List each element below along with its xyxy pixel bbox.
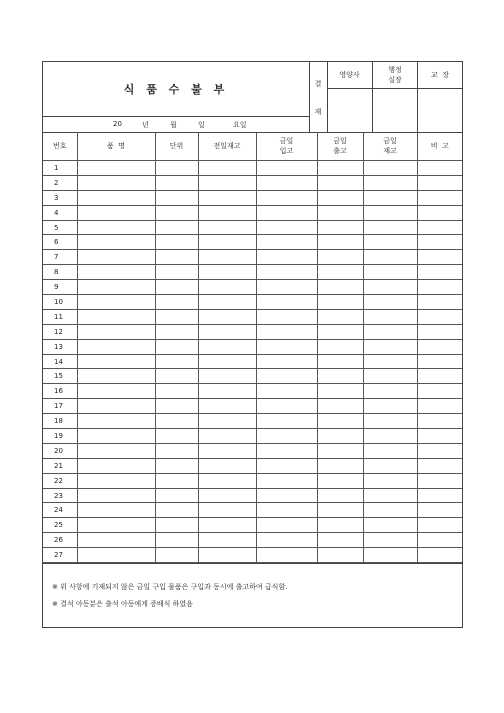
table-cell bbox=[155, 161, 198, 176]
table-cell bbox=[198, 235, 256, 250]
table-row bbox=[43, 414, 462, 429]
table-cell bbox=[256, 369, 317, 384]
table-cell bbox=[77, 533, 155, 548]
table-row bbox=[43, 309, 462, 324]
table-cell bbox=[77, 280, 155, 295]
table-cell bbox=[317, 250, 363, 265]
table-row bbox=[43, 280, 462, 295]
table-cell bbox=[363, 161, 417, 176]
table-cell bbox=[256, 161, 317, 176]
table-cell bbox=[317, 175, 363, 190]
table-cell bbox=[198, 309, 256, 324]
row-number: 3 bbox=[43, 190, 77, 205]
row-number: 24 bbox=[43, 503, 77, 518]
table-cell bbox=[363, 309, 417, 324]
table-cell bbox=[317, 324, 363, 339]
table-cell bbox=[155, 295, 198, 310]
food-ledger-form bbox=[42, 61, 463, 628]
table-cell bbox=[256, 458, 317, 473]
table-row bbox=[43, 458, 462, 473]
table-cell bbox=[77, 190, 155, 205]
row-number: 16 bbox=[43, 384, 77, 399]
table-row bbox=[43, 518, 462, 533]
table-cell bbox=[198, 429, 256, 444]
table-cell bbox=[198, 295, 256, 310]
table-cell bbox=[317, 458, 363, 473]
table-cell bbox=[417, 235, 462, 250]
table-cell bbox=[317, 309, 363, 324]
table-cell bbox=[317, 429, 363, 444]
table-cell bbox=[363, 458, 417, 473]
table-cell bbox=[256, 518, 317, 533]
table-cell bbox=[256, 250, 317, 265]
table-cell bbox=[198, 458, 256, 473]
table-cell bbox=[256, 324, 317, 339]
table-cell bbox=[317, 473, 363, 488]
date-year-prefix: 20 bbox=[113, 120, 122, 128]
table-cell bbox=[363, 443, 417, 458]
table-cell bbox=[417, 190, 462, 205]
table-cell bbox=[363, 339, 417, 354]
table-row bbox=[43, 473, 462, 488]
table-cell bbox=[155, 309, 198, 324]
table-row bbox=[43, 235, 462, 250]
row-number: 4 bbox=[43, 205, 77, 220]
table-cell bbox=[155, 399, 198, 414]
header-today-in: 금일 입고 bbox=[256, 132, 317, 161]
table-cell bbox=[77, 354, 155, 369]
approval-principal bbox=[418, 62, 462, 132]
table-cell bbox=[317, 265, 363, 280]
table-cell bbox=[77, 473, 155, 488]
table-cell bbox=[256, 548, 317, 563]
table-row bbox=[43, 384, 462, 399]
table-cell bbox=[77, 414, 155, 429]
table-cell bbox=[198, 503, 256, 518]
table-cell bbox=[198, 443, 256, 458]
table-cell bbox=[317, 161, 363, 176]
table-row bbox=[43, 161, 462, 176]
table-cell bbox=[417, 443, 462, 458]
table-cell bbox=[363, 354, 417, 369]
table-row bbox=[43, 429, 462, 444]
table-cell bbox=[417, 429, 462, 444]
table-cell bbox=[155, 250, 198, 265]
table-cell bbox=[363, 503, 417, 518]
approval-principal-label: 교 장 bbox=[418, 62, 462, 89]
date-day-label: 일 bbox=[198, 121, 205, 129]
table-cell bbox=[256, 190, 317, 205]
table-row bbox=[43, 548, 462, 563]
table-row bbox=[43, 205, 462, 220]
table-cell bbox=[363, 265, 417, 280]
approval-admin-label: 행정 실장 bbox=[373, 62, 417, 89]
form-title: 식 품 수 불 부 bbox=[123, 83, 229, 96]
table-cell bbox=[256, 414, 317, 429]
table-cell bbox=[363, 235, 417, 250]
table-row bbox=[43, 354, 462, 369]
row-number: 14 bbox=[43, 354, 77, 369]
table-row bbox=[43, 295, 462, 310]
table-cell bbox=[198, 384, 256, 399]
table-cell bbox=[363, 205, 417, 220]
table-cell bbox=[363, 295, 417, 310]
table-cell bbox=[77, 488, 155, 503]
table-cell bbox=[155, 175, 198, 190]
table-cell bbox=[256, 339, 317, 354]
table-cell bbox=[363, 250, 417, 265]
table-cell bbox=[155, 443, 198, 458]
table-cell bbox=[77, 503, 155, 518]
table-cell bbox=[77, 324, 155, 339]
approval-side-top: 결 bbox=[314, 80, 322, 88]
table-cell bbox=[417, 548, 462, 563]
table-cell bbox=[198, 473, 256, 488]
row-number: 13 bbox=[43, 339, 77, 354]
table-row bbox=[43, 220, 462, 235]
row-number: 17 bbox=[43, 399, 77, 414]
approval-nutritionist-label: 영양사 bbox=[327, 62, 372, 89]
table-cell bbox=[198, 518, 256, 533]
row-number: 26 bbox=[43, 533, 77, 548]
table-cell bbox=[155, 429, 198, 444]
table-cell bbox=[363, 488, 417, 503]
table-cell bbox=[317, 503, 363, 518]
date-month-label: 월 bbox=[170, 121, 177, 129]
title-divider bbox=[43, 116, 309, 117]
table-cell bbox=[417, 295, 462, 310]
notes-section bbox=[43, 563, 462, 608]
table-cell bbox=[317, 354, 363, 369]
table-cell bbox=[155, 384, 198, 399]
table-row bbox=[43, 443, 462, 458]
table-cell bbox=[77, 250, 155, 265]
table-cell bbox=[198, 265, 256, 280]
approval-admin-manager bbox=[373, 62, 418, 132]
table-cell bbox=[155, 518, 198, 533]
table-cell bbox=[417, 414, 462, 429]
table-cell bbox=[317, 384, 363, 399]
table-cell bbox=[363, 175, 417, 190]
table-row bbox=[43, 190, 462, 205]
table-cell bbox=[256, 220, 317, 235]
table-cell bbox=[363, 533, 417, 548]
row-number: 12 bbox=[43, 324, 77, 339]
table-cell bbox=[155, 533, 198, 548]
table-cell bbox=[363, 190, 417, 205]
table-cell bbox=[256, 280, 317, 295]
table-cell bbox=[417, 458, 462, 473]
ledger-table bbox=[43, 132, 462, 563]
table-cell bbox=[198, 250, 256, 265]
title-box bbox=[43, 62, 310, 132]
table-cell bbox=[417, 309, 462, 324]
row-number: 19 bbox=[43, 429, 77, 444]
table-cell bbox=[363, 384, 417, 399]
row-number: 9 bbox=[43, 280, 77, 295]
row-number: 2 bbox=[43, 175, 77, 190]
table-cell bbox=[317, 518, 363, 533]
table-header-row bbox=[43, 132, 462, 161]
header-item-name: 품 명 bbox=[77, 132, 155, 161]
table-cell bbox=[155, 473, 198, 488]
date-year-label: 년 bbox=[142, 121, 149, 129]
row-number: 1 bbox=[43, 161, 77, 176]
table-cell bbox=[77, 161, 155, 176]
table-cell bbox=[77, 518, 155, 533]
table-cell bbox=[256, 295, 317, 310]
table-cell bbox=[77, 369, 155, 384]
table-cell bbox=[155, 488, 198, 503]
approval-side-label bbox=[309, 62, 328, 132]
table-cell bbox=[363, 473, 417, 488]
table-cell bbox=[317, 190, 363, 205]
date-weekday-label: 요일 bbox=[233, 121, 247, 129]
table-cell bbox=[317, 220, 363, 235]
table-cell bbox=[256, 443, 317, 458]
table-cell bbox=[417, 324, 462, 339]
table-row bbox=[43, 399, 462, 414]
table-cell bbox=[155, 354, 198, 369]
row-number: 21 bbox=[43, 458, 77, 473]
table-cell bbox=[155, 235, 198, 250]
table-cell bbox=[198, 324, 256, 339]
row-number: 10 bbox=[43, 295, 77, 310]
table-cell bbox=[363, 548, 417, 563]
table-cell bbox=[317, 443, 363, 458]
table-row bbox=[43, 503, 462, 518]
table-cell bbox=[198, 354, 256, 369]
table-cell bbox=[77, 175, 155, 190]
table-cell bbox=[77, 443, 155, 458]
table-cell bbox=[155, 190, 198, 205]
row-number: 7 bbox=[43, 250, 77, 265]
table-row bbox=[43, 324, 462, 339]
row-number: 18 bbox=[43, 414, 77, 429]
table-cell bbox=[198, 205, 256, 220]
header-number: 번호 bbox=[43, 132, 77, 161]
table-cell bbox=[198, 220, 256, 235]
table-cell bbox=[155, 414, 198, 429]
table-cell bbox=[77, 309, 155, 324]
table-cell bbox=[417, 280, 462, 295]
table-cell bbox=[198, 414, 256, 429]
table-cell bbox=[155, 220, 198, 235]
table-cell bbox=[256, 354, 317, 369]
table-row bbox=[43, 250, 462, 265]
table-cell bbox=[155, 458, 198, 473]
table-cell bbox=[256, 488, 317, 503]
header-today-out: 금일 출고 bbox=[317, 132, 363, 161]
table-row bbox=[43, 533, 462, 548]
table-cell bbox=[317, 235, 363, 250]
header-prev-stock: 전일재고 bbox=[198, 132, 256, 161]
table-cell bbox=[256, 205, 317, 220]
table-cell bbox=[363, 220, 417, 235]
table-cell bbox=[417, 518, 462, 533]
row-number: 6 bbox=[43, 235, 77, 250]
table-cell bbox=[77, 220, 155, 235]
table-cell bbox=[155, 369, 198, 384]
approval-side-bottom: 재 bbox=[314, 108, 322, 116]
row-number: 23 bbox=[43, 488, 77, 503]
table-cell bbox=[155, 548, 198, 563]
table-cell bbox=[198, 190, 256, 205]
table-cell bbox=[317, 548, 363, 563]
table-cell bbox=[417, 473, 462, 488]
table-cell bbox=[417, 220, 462, 235]
table-cell bbox=[198, 369, 256, 384]
table-cell bbox=[317, 339, 363, 354]
table-cell bbox=[317, 295, 363, 310]
table-cell bbox=[77, 235, 155, 250]
table-cell bbox=[155, 503, 198, 518]
table-cell bbox=[256, 175, 317, 190]
row-number: 5 bbox=[43, 220, 77, 235]
table-cell bbox=[198, 548, 256, 563]
table-cell bbox=[198, 175, 256, 190]
table-cell bbox=[77, 265, 155, 280]
table-cell bbox=[417, 205, 462, 220]
table-row bbox=[43, 175, 462, 190]
table-cell bbox=[155, 265, 198, 280]
table-cell bbox=[417, 369, 462, 384]
table-cell bbox=[317, 488, 363, 503]
table-cell bbox=[256, 309, 317, 324]
table-cell bbox=[317, 280, 363, 295]
table-cell bbox=[77, 429, 155, 444]
table-cell bbox=[77, 399, 155, 414]
note-1: ※ 위 사항에 기재되지 않은 금일 구입 물품은 구입과 동시에 출고하여 급식함. bbox=[52, 583, 288, 591]
table-cell bbox=[77, 339, 155, 354]
table-cell bbox=[363, 399, 417, 414]
table-cell bbox=[363, 429, 417, 444]
table-cell bbox=[77, 458, 155, 473]
table-row bbox=[43, 339, 462, 354]
table-cell bbox=[417, 503, 462, 518]
table-cell bbox=[363, 414, 417, 429]
table-cell bbox=[198, 339, 256, 354]
form-header bbox=[43, 62, 462, 133]
table-cell bbox=[417, 339, 462, 354]
row-number: 22 bbox=[43, 473, 77, 488]
table-cell bbox=[317, 399, 363, 414]
table-cell bbox=[317, 369, 363, 384]
table-cell bbox=[363, 280, 417, 295]
note-2: ※ 결석 아동분은 출석 아동에게 증배식 하였음 bbox=[52, 600, 193, 608]
table-cell bbox=[198, 488, 256, 503]
row-number: 27 bbox=[43, 548, 77, 563]
table-cell bbox=[198, 280, 256, 295]
header-remarks: 비 고 bbox=[417, 132, 462, 161]
table-cell bbox=[363, 369, 417, 384]
table-cell bbox=[256, 384, 317, 399]
table-cell bbox=[417, 399, 462, 414]
row-number: 8 bbox=[43, 265, 77, 280]
table-cell bbox=[317, 533, 363, 548]
row-number: 20 bbox=[43, 443, 77, 458]
table-cell bbox=[77, 384, 155, 399]
table-cell bbox=[198, 161, 256, 176]
table-cell bbox=[417, 488, 462, 503]
table-cell bbox=[417, 384, 462, 399]
table-cell bbox=[256, 533, 317, 548]
table-cell bbox=[417, 250, 462, 265]
table-cell bbox=[417, 354, 462, 369]
table-cell bbox=[256, 399, 317, 414]
table-cell bbox=[417, 175, 462, 190]
table-cell bbox=[256, 265, 317, 280]
row-number: 15 bbox=[43, 369, 77, 384]
table-row bbox=[43, 488, 462, 503]
approval-nutritionist bbox=[327, 62, 373, 132]
row-number: 11 bbox=[43, 309, 77, 324]
header-today-stock: 금일 재고 bbox=[363, 132, 417, 161]
table-row bbox=[43, 369, 462, 384]
table-cell bbox=[155, 280, 198, 295]
table-cell bbox=[155, 205, 198, 220]
table-cell bbox=[363, 324, 417, 339]
table-cell bbox=[198, 533, 256, 548]
table-cell bbox=[256, 429, 317, 444]
table-cell bbox=[317, 205, 363, 220]
table-cell bbox=[155, 339, 198, 354]
table-cell bbox=[77, 205, 155, 220]
header-unit: 단위 bbox=[155, 132, 198, 161]
table-cell bbox=[77, 548, 155, 563]
table-cell bbox=[417, 161, 462, 176]
table-cell bbox=[363, 518, 417, 533]
table-cell bbox=[417, 265, 462, 280]
table-cell bbox=[256, 473, 317, 488]
table-cell bbox=[256, 235, 317, 250]
table-cell bbox=[77, 295, 155, 310]
table-cell bbox=[317, 414, 363, 429]
table-cell bbox=[256, 503, 317, 518]
table-row bbox=[43, 265, 462, 280]
table-cell bbox=[155, 324, 198, 339]
table-cell bbox=[198, 399, 256, 414]
table-cell bbox=[417, 533, 462, 548]
row-number: 25 bbox=[43, 518, 77, 533]
